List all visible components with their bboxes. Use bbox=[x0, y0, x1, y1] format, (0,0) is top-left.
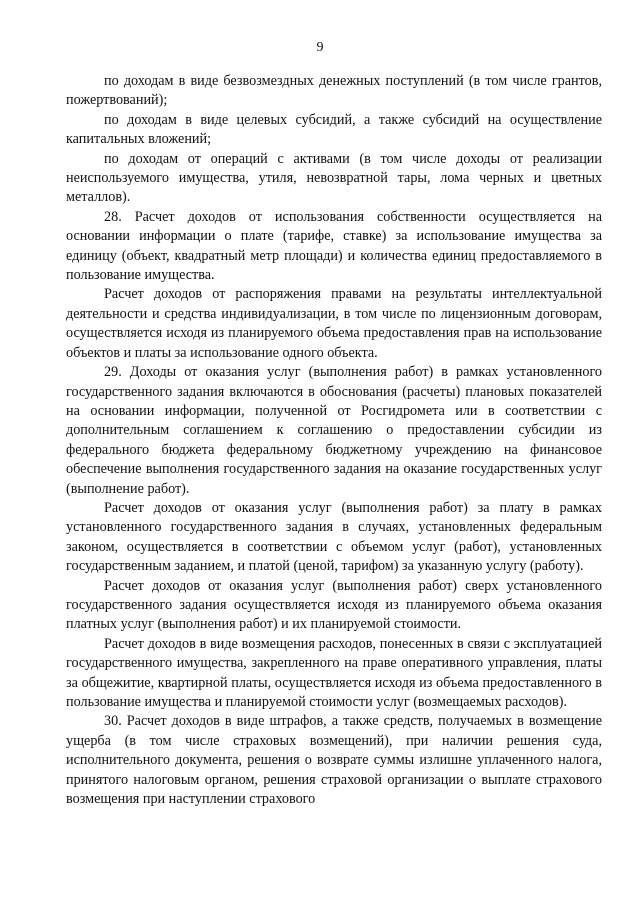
paragraph-expense-reimbursement: Расчет доходов в виде возмещения расходов, понесенных в связи с эксплуатацией государственного имущества, закрепленного на праве оперативного управления, платы за общежитие, квартирной платы, осуществляется исходя из объема предоставленного в пользование имущества и планируемой стоимости услуг (возмещаемых расходов). bbox=[66, 635, 602, 710]
paragraph-grants: по доходам в виде безвозмездных денежных поступлений (в том числе грантов, пожертвований); bbox=[66, 73, 602, 109]
paragraph-intellectual-property: Расчет доходов от распоряжения правами на результаты интеллектуальной деятельности и средства индивидуализации, в том числе по лицензионным договорам, осуществляется исходя из планируемого объема предоставления прав на использование объектов и платы за использование одного объекта. bbox=[66, 286, 602, 361]
document-body bbox=[66, 72, 602, 809]
paragraph-paid-services-in-task: Расчет доходов от оказания услуг (выполнения работ) за плату в рамках установленного государственного задания в случаях, установленных федеральным законом, осуществляется в соответствии с объемом услуг (работ), установленных государственным заданием, и платой (ценой, тарифом) за указанную услугу (работу). bbox=[66, 499, 602, 575]
paragraph-asset-operations: по доходам от операций с активами (в том числе доходы от реализации неиспользуемого имущества, утиля, невозвратной тары, лома черных и цветных металлов). bbox=[66, 150, 602, 206]
paragraph-item-28: 28. Расчет доходов от использования собственности осуществляется на основании информации о плате (тарифе, ставке) за использование имущества за единицу (объект, квадратный метр площади) и количества единиц предоставляемого в пользование имущества. bbox=[66, 208, 602, 284]
paragraph-item-30: 30. Расчет доходов в виде штрафов, а также средств, получаемых в возмещение ущерба (в том числе страховых возмещений), при наличии решения суда, исполнительного документа, решения о возврате суммы излишне уплаченного налога, принятого налоговым органом, решения страховой организации о выплате страхового возмещения при наступлении страхового bbox=[66, 713, 602, 808]
page-number: 9 bbox=[316, 40, 324, 55]
paragraph-target-subsidies: по доходам в виде целевых субсидий, а также субсидий на осуществление капитальных вложений; bbox=[66, 111, 602, 148]
paragraph-services-above-task: Расчет доходов от оказания услуг (выполнения работ) сверх установленного государственного задания осуществляется исходя из планируемого объема оказания платных услуг (выполнения работ) и их планируемой стоимости. bbox=[66, 577, 602, 633]
paragraph-item-29: 29. Доходы от оказания услуг (выполнения работ) в рамках установленного государственного задания включаются в обоснования (расчеты) плановых показателей на основании информации, полученной от Росгидромета или в соответствии с дополнительным соглашением к соглашению о предоставлении субсидии из федерального бюджета федеральному бюджетному учреждению на финансовое обеспечение выполнения государственного задания на оказание государственных услуг (выполнение работ). bbox=[66, 364, 602, 497]
